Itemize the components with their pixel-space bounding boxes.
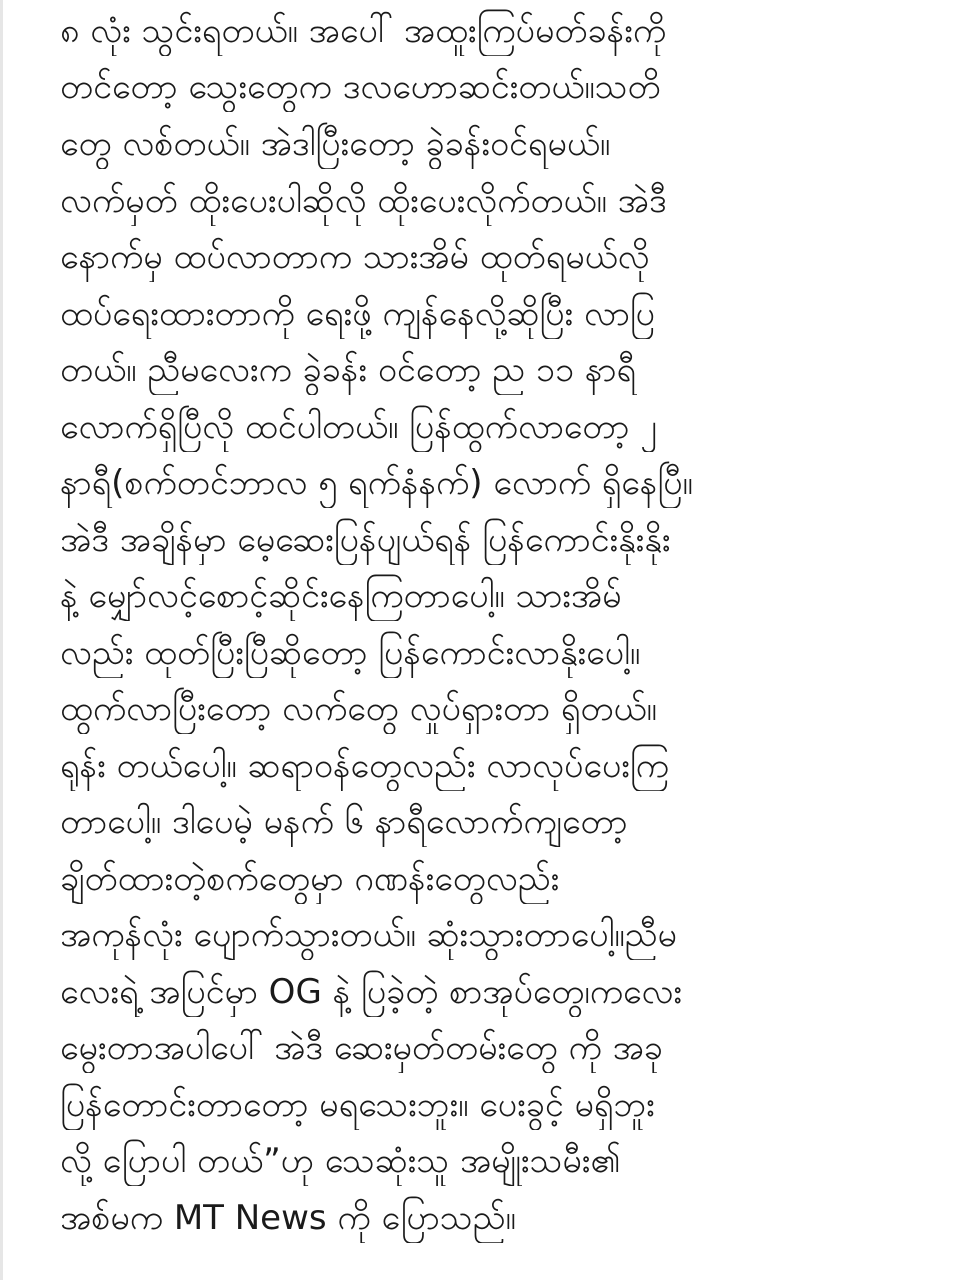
text-line: နောက်မှ ထပ်လာတာက သားအိမ် ထုတ်ရမယ်လို <box>60 237 650 277</box>
text-line: တာပေါ့။ ဒါပေမဲ့ မနက် ၆ နာရီလောက်ကျတော့ <box>60 802 628 842</box>
text-line: ၈ လုံး သွင်းရတယ်။ အပေါ် အထူးကြပ်မတ်ခန်းကို <box>60 11 667 51</box>
text-line: အဲဒီ အချိန်မှာ မေ့ဆေးပြန်ပျယ်ရန် ပြန်ကောင်းနိုးနိုး <box>60 520 671 560</box>
text-line: လေးရဲ့ အပြင်မှာ OG နဲ့ ပြခဲ့တဲ့ စာအုပ်တွေ၊ကလေး <box>60 972 683 1012</box>
text-line: အစ်မက MT News ကို ပြောသည်။ <box>60 1198 516 1238</box>
text-line: ထွက်လာပြီးတော့ လက်တွေ လှုပ်ရှားတာ ရှိတယ်။ <box>60 689 657 729</box>
text-line: လောက်ရှိပြီလို ထင်ပါတယ်။ ပြန်ထွက်လာတော့ ၂ <box>60 407 657 447</box>
text-line: အကုန်လုံး ပျောက်သွားတယ်။ ဆုံးသွားတာပေါ့။ညီမ <box>60 915 677 955</box>
text-line: လည်း ထုတ်ပြီးပြီဆိုတော့ ပြန်ကောင်းလာနိုးပေါ့။ <box>60 633 641 673</box>
text-line: တယ်။ ညီမလေးက ခွဲခန်း ဝင်တော့ ည ၁၁ နာရီ <box>60 350 636 390</box>
text-line: ရုန်း တယ်ပေါ့။ ဆရာဝန်တွေလည်း လာလုပ်ပေးကြ <box>60 746 669 786</box>
article-body <box>60 0 940 1280</box>
page-edge <box>0 0 3 1280</box>
text-line: ထပ်ရေးထားတာကို ရေးဖို့ ကျန်နေလို့ဆိုပြီး လာပြ <box>60 294 655 334</box>
text-line: လက်မှတ် ထိုးပေးပါဆိုလို ထိုးပေးလိုက်တယ်။ အဲဒီ <box>60 181 667 221</box>
text-line: ချိတ်ထားတဲ့စက်တွေမှာ ဂဏန်းတွေလည်း <box>60 859 560 899</box>
text-line: နဲ့ မျှော်လင့်စောင့်ဆိုင်းနေကြတာပေါ့။ သားအိမ် <box>60 576 622 616</box>
text-line: လို့ ပြောပါ တယ်”ဟု သေဆုံးသူ အမျိုးသမီး၏ <box>60 1141 621 1181</box>
text-line: နာရီ(စက်တင်ဘာလ ၅ ရက်နံနက်) လောက် ရှိနေပြီ။ <box>60 463 693 503</box>
text-line: တွေ လစ်တယ်။ အဲဒါပြီးတော့ ခွဲခန်းဝင်ရမယ်။ <box>60 124 611 164</box>
text-line: တင်တော့ သွေးတွေက ဒလဟောဆင်းတယ်။သတိ <box>60 67 661 107</box>
text-line: ပြန်တောင်းတာတော့ မရသေးဘူး။ ပေးခွင့် မရှိဘူး <box>60 1085 655 1125</box>
text-line: မွေးတာအပါပေါ် အဲဒီ ဆေးမှတ်တမ်းတွေ ကို အခု <box>60 1028 663 1068</box>
